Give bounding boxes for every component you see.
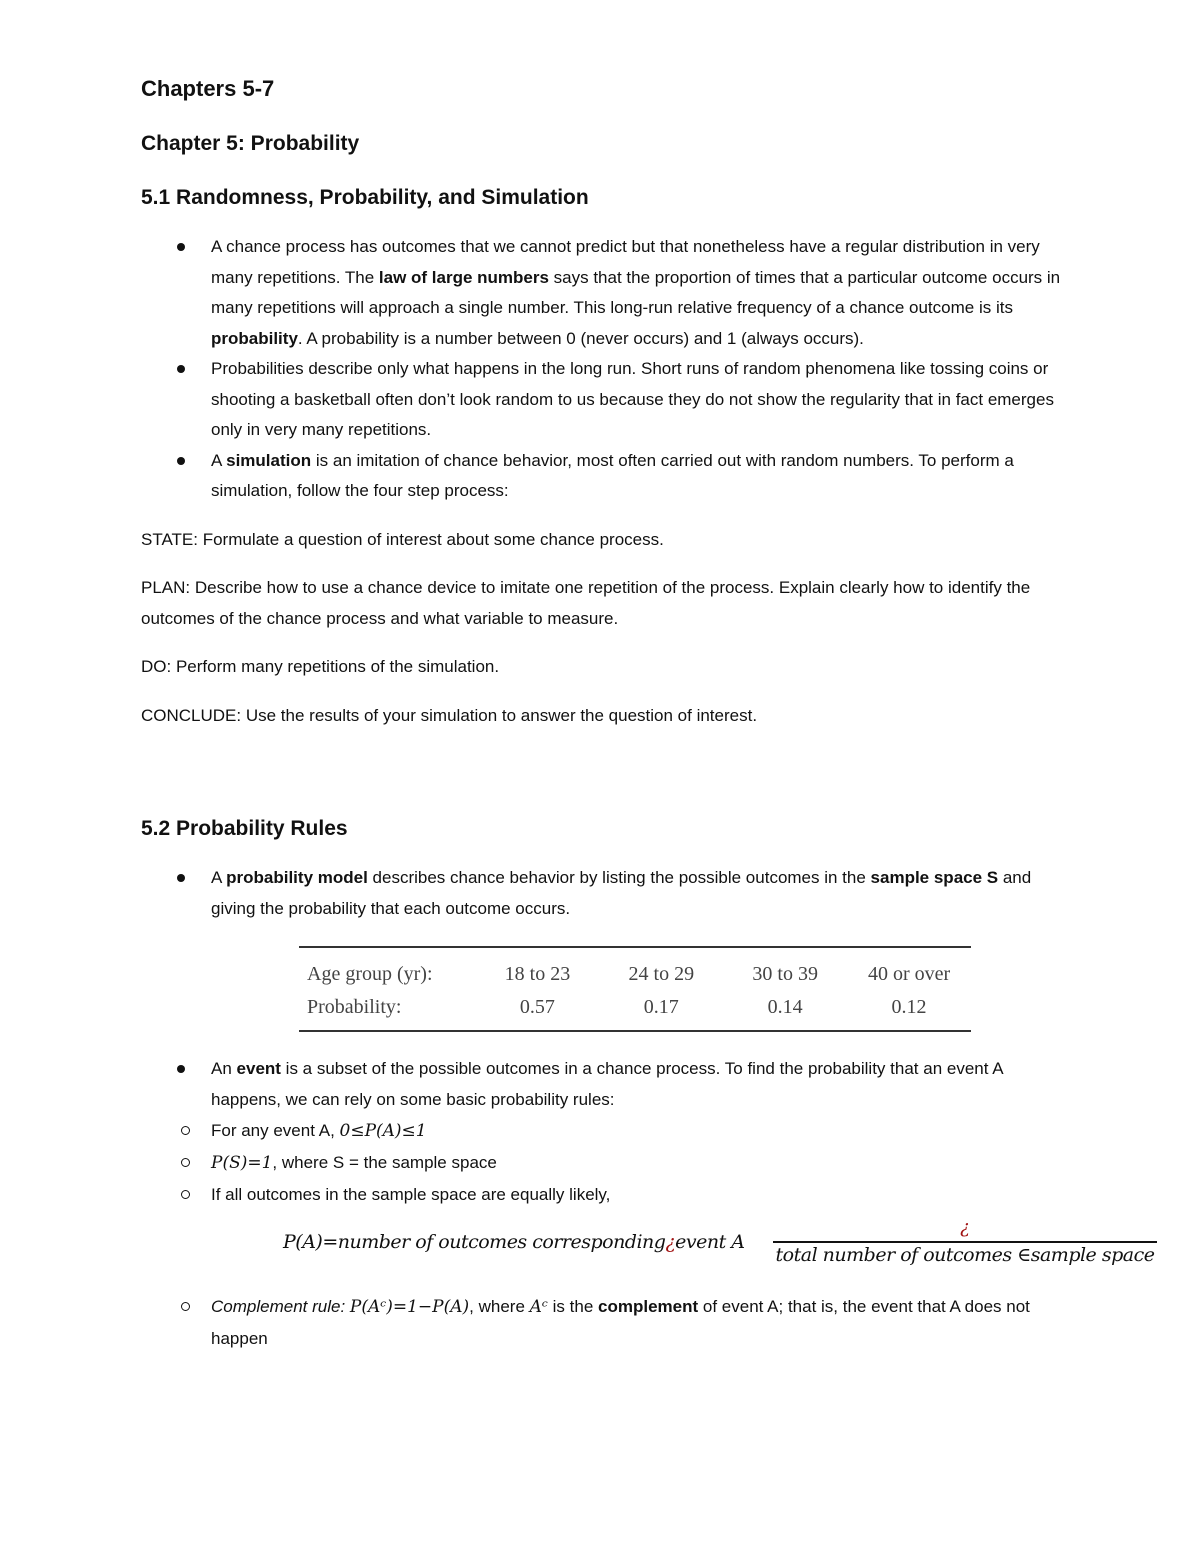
term-complement: complement (598, 1297, 699, 1316)
rule-equally-likely: If all outcomes in the sample space are equally likely, (141, 1179, 1061, 1211)
table-label-age-group: Age group (yr): (307, 963, 433, 985)
table-cell: 40 or over (867, 963, 951, 985)
table-row-probability (299, 991, 971, 1024)
term-event: event (236, 1059, 281, 1078)
section-5-2-bullets-continued (141, 1054, 1061, 1211)
bullet-long-run: Probabilities describe only what happens in the long run. Short runs of random phenomena like tossing coins or shooting a basketball often don’t look random to us because they do not show the regularity that in fact emerges only in very many repetitions. (141, 354, 1061, 446)
age-probability-table (299, 946, 971, 1032)
table-cell: 0.12 (891, 996, 927, 1018)
section-heading-5-1: 5.1 Randomness, Probability, and Simulation (141, 186, 589, 209)
complement-rule-list (141, 1291, 1061, 1355)
equally-likely-formula (141, 1217, 1155, 1285)
rule-range: For any event A, 0≤P(A)≤1 (141, 1115, 1061, 1147)
formula-denominator: total number of outcomes ∈sample space (775, 1244, 1155, 1266)
table-cell: 0.57 (519, 996, 555, 1018)
rule-sample-space: P(S)=1, where S = the sample space (141, 1147, 1061, 1179)
bullet-event: An event is a subset of the possible outcomes in a chance process. To find the probability that an event A happens, we can rely on some basic probability rules: For any event A, 0≤P(A)≤1 P(S)=1, where S = the sample space If all outcomes in the sample space are equally likely, (141, 1054, 1061, 1211)
table-cell: 30 to 39 (752, 963, 818, 985)
table-cell: 0.17 (643, 996, 679, 1018)
term-sample-space: sample space S (870, 868, 999, 887)
math-range: 0≤P(A)≤1 (339, 1121, 427, 1141)
bullet-chance-process: A chance process has outcomes that we cannot predict but that nonetheless have a regular distribution in very many repetitions. The law of large numbers says that the proportion of times that a particular outcome occurs in many repetitions will approach a single number. This long-run relative frequency of a chance outcome is its probability. A probability is a number between 0 (never occurs) and 1 (always occurs). (141, 232, 1061, 354)
formula-fraction (773, 1217, 1157, 1266)
term-law-of-large-numbers: law of large numbers (378, 267, 549, 287)
rule-complement: Complement rule: P(Aᶜ)=1−P(A), where Aᶜ is the complement of event A; that is, the event that A does not happen (141, 1291, 1061, 1355)
step-state: STATE: Formulate a question of interest about some chance process. (141, 529, 664, 549)
table-cell: 18 to 23 (504, 963, 571, 985)
section-5-1-bullets (141, 232, 1061, 507)
table-label-probability: Probability: (307, 996, 402, 1018)
chapter-heading: Chapter 5: Probability (141, 132, 360, 155)
term-probability-model: probability model (226, 868, 368, 887)
step-plan: PLAN: Describe how to use a chance device to imitate one repetition of the process. Explain clearly how to identify the outcomes of the chance process and what variable to measure. (141, 578, 1031, 628)
probability-rules-list (141, 1115, 1061, 1211)
math-sample-space: P(S)=1 (211, 1153, 273, 1173)
document-title: Chapters 5-7 (141, 76, 275, 101)
step-do: DO: Perform many repetitions of the simulation. (141, 657, 500, 676)
term-probability: probability (211, 328, 298, 348)
table-cell: 24 to 29 (628, 963, 695, 985)
document-page (141, 72, 1155, 1355)
term-simulation: simulation (226, 450, 312, 470)
bullet-probability-model: A probability model describes chance behavior by listing the possible outcomes in the sample space S and giving the probability that each outcome occurs. (141, 863, 1061, 924)
step-conclude: CONCLUDE: Use the results of your simulation to answer the question of interest. (141, 705, 758, 725)
bullet-simulation: A simulation is an imitation of chance behavior, most often carried out with random numbers. To perform a simulation, follow the four step process: (141, 446, 1061, 507)
formula-numerator: ¿ (960, 1217, 970, 1238)
math-a-complement: Aᶜ (529, 1297, 548, 1317)
math-complement: P(Aᶜ)=1−P(A) (349, 1297, 470, 1317)
table-cell: 0.14 (767, 996, 803, 1018)
formula-lhs: P(A)=number of outcomes corresponding¿event A (283, 1231, 745, 1253)
section-5-2-bullets (141, 863, 1061, 924)
section-heading-5-2: 5.2 Probability Rules (141, 817, 348, 840)
table-row-age-group (299, 958, 971, 991)
